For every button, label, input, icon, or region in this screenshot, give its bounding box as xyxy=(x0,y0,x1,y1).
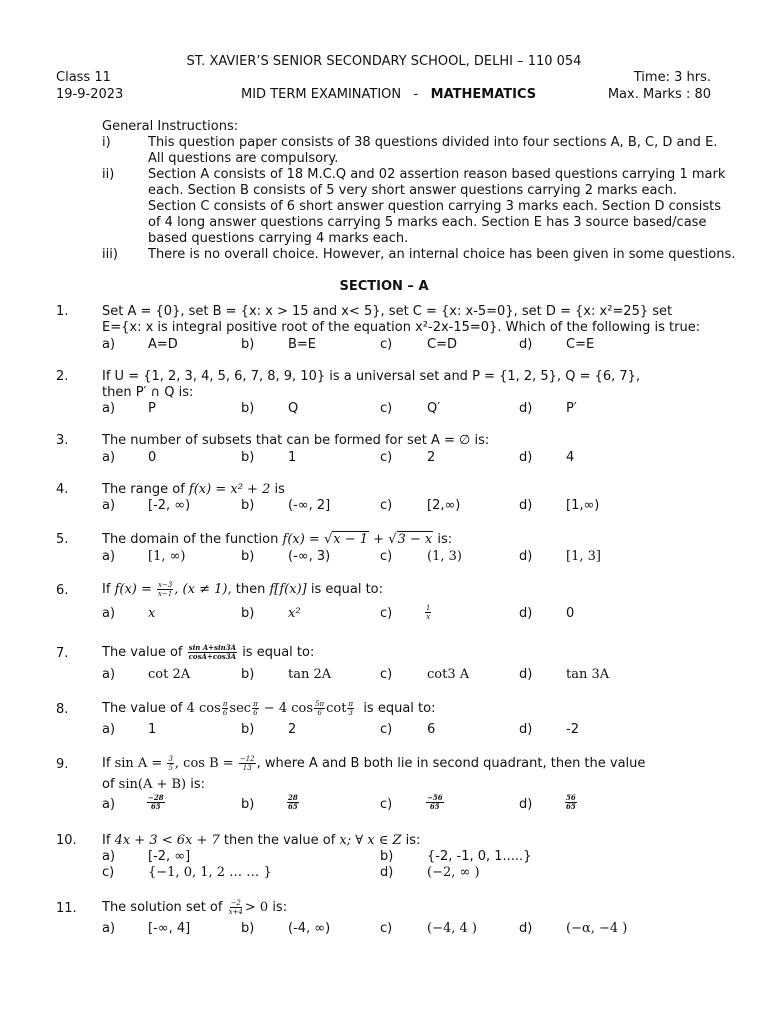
radicand: 3 − x xyxy=(397,532,433,547)
option-c: {−1, 0, 1, 2 … … } xyxy=(148,865,272,880)
fraction xyxy=(252,700,259,717)
option-b: Q xyxy=(288,401,299,416)
option-letter: c) xyxy=(380,450,393,465)
plus-sign: + xyxy=(369,532,389,547)
option-c: 6 xyxy=(427,722,436,737)
question-number: 10. xyxy=(56,833,77,848)
option-letter: c) xyxy=(380,401,393,416)
option-c: cot3 A xyxy=(427,667,470,682)
option-c: (−4, 4 ) xyxy=(427,921,477,936)
fraction-numerator: x−3 xyxy=(158,581,173,589)
instruction-line: of 4 long answer questions carrying 5 marks each. Section E has 3 source based/case xyxy=(148,215,707,230)
question-number: 8. xyxy=(56,702,69,717)
question-text-part: of xyxy=(102,777,115,792)
option-c: C=D xyxy=(427,337,457,352)
fraction xyxy=(147,794,165,811)
option-letter: a) xyxy=(102,606,116,621)
fraction-denominator: 65 xyxy=(150,802,161,811)
math-expression: , (x ≠ 1), xyxy=(174,582,232,597)
question-text-part: , where A and B both lie in second quadrant, then the value xyxy=(256,756,646,771)
fraction-denominator: 3 xyxy=(348,709,353,717)
question-text: E={x: x is integral positive root of the equation x²-2x-15=0}. Which of the following is true: xyxy=(102,320,701,335)
fraction-numerator: π xyxy=(222,700,228,708)
fraction xyxy=(287,794,299,811)
question-text xyxy=(102,532,452,547)
option-a: [-2, ∞] xyxy=(148,849,191,864)
question-number: 6. xyxy=(56,583,69,598)
option-b: {-2, -1, 0, 1.....} xyxy=(427,849,532,864)
option-b xyxy=(286,792,300,814)
option-letter: d) xyxy=(519,797,533,812)
fraction xyxy=(426,794,444,811)
fraction-numerator: π xyxy=(348,700,354,708)
instruction-line: each. Section B consists of 5 very short answer questions carrying 2 marks each. xyxy=(148,183,678,198)
instructions-title: General Instructions: xyxy=(102,119,239,134)
option-b: tan 2A xyxy=(288,667,332,682)
fraction-denominator: x+4 xyxy=(228,908,243,916)
option-letter: c) xyxy=(380,606,393,621)
question-text xyxy=(102,579,383,601)
option-letter: d) xyxy=(519,667,533,682)
option-d: (−α, −4 ) xyxy=(566,921,628,936)
option-d: 0 xyxy=(566,606,575,621)
option-letter: a) xyxy=(102,667,116,682)
option-letter: b) xyxy=(241,498,255,513)
option-b: (-∞, 3) xyxy=(288,549,331,564)
fraction xyxy=(167,755,173,772)
option-d xyxy=(564,792,578,814)
option-d: tan 3A xyxy=(566,667,610,682)
option-letter: a) xyxy=(102,849,116,864)
question-text xyxy=(102,482,285,497)
option-letter: c) xyxy=(380,797,393,812)
option-letter: c) xyxy=(380,722,393,737)
math-expression: f(x) = xyxy=(282,532,324,547)
math-expression: sec xyxy=(229,701,252,716)
math-expression: f[f(x)] xyxy=(269,582,307,597)
option-c: Q′ xyxy=(427,401,441,416)
fraction xyxy=(565,794,577,811)
math-expression: 4x + 3 < 6x + 7 xyxy=(114,833,220,848)
fraction-denominator: 65 xyxy=(566,802,576,811)
question-text xyxy=(102,642,314,664)
exam-date: 19-9-2023 xyxy=(56,87,124,102)
option-letter: b) xyxy=(241,337,255,352)
question-text-part: If xyxy=(102,756,111,771)
fraction-denominator: x−1 xyxy=(158,590,173,598)
option-letter: a) xyxy=(102,921,116,936)
fraction-denominator: 65 xyxy=(288,802,298,811)
fraction xyxy=(347,700,354,717)
fraction-denominator: x xyxy=(426,613,431,621)
question-text xyxy=(102,753,645,775)
fraction-numerator: 56 xyxy=(566,793,576,802)
option-letter: c) xyxy=(380,498,393,513)
math-expression: x; ∀ x ∈ Z xyxy=(339,833,402,848)
option-a: A=D xyxy=(148,337,178,352)
exam-name: MID TERM EXAMINATION xyxy=(241,87,402,102)
option-d: C=E xyxy=(566,337,595,352)
option-d: [1, 3] xyxy=(566,549,601,564)
question-number: 2. xyxy=(56,369,69,384)
instruction-line: based questions carrying 4 marks each. xyxy=(148,231,409,246)
fraction-denominator: 6 xyxy=(253,709,258,717)
question-text: The number of subsets that can be formed for set A = ∅ is: xyxy=(102,433,490,448)
option-letter: b) xyxy=(241,667,255,682)
instruction-line: All questions are compulsory. xyxy=(148,151,339,166)
question-text-part: The range of xyxy=(102,482,185,497)
fraction xyxy=(222,700,229,717)
math-expression: − 4 cos xyxy=(259,701,314,716)
instruction-num: iii) xyxy=(102,247,118,262)
class-label: Class 11 xyxy=(56,70,111,85)
question-text-part: The value of xyxy=(102,701,183,716)
option-b: x² xyxy=(288,606,301,621)
option-c: [2,∞) xyxy=(427,498,461,513)
instruction-line: This question paper consists of 38 questions divided into four sections A, B, C, D and E. xyxy=(148,135,718,150)
option-b: 2 xyxy=(288,722,297,737)
option-letter: c) xyxy=(102,865,115,880)
question-text-part: The solution set of xyxy=(102,900,223,915)
option-a: [-2, ∞) xyxy=(148,498,191,513)
question-number: 3. xyxy=(56,433,69,448)
option-b: 1 xyxy=(288,450,297,465)
option-c: 2 xyxy=(427,450,436,465)
school-name: ST. XAVIER’S SENIOR SECONDARY SCHOOL, DELHI – 110 054 xyxy=(186,54,582,69)
question-text xyxy=(102,698,435,720)
question-number: 4. xyxy=(56,482,69,497)
option-letter: a) xyxy=(102,450,116,465)
option-b: B=E xyxy=(288,337,317,352)
question-text-part: is: xyxy=(405,833,421,848)
question-text-part: The value of xyxy=(102,645,183,660)
option-letter: d) xyxy=(519,606,533,621)
option-letter: d) xyxy=(519,921,533,936)
option-letter: b) xyxy=(241,797,255,812)
fraction-numerator: sin A+sin3A xyxy=(188,643,237,652)
question-text-part: is: xyxy=(272,900,288,915)
option-c xyxy=(424,602,432,624)
option-letter: c) xyxy=(380,921,393,936)
fraction-numerator: −12 xyxy=(239,755,255,763)
question-text-part: then xyxy=(235,582,266,597)
option-letter: a) xyxy=(102,498,116,513)
option-a: x xyxy=(148,606,156,621)
fraction xyxy=(314,700,325,717)
fraction-numerator: −56 xyxy=(427,793,443,802)
option-letter: d) xyxy=(380,865,394,880)
question-text-part: If xyxy=(102,582,111,597)
option-a: 0 xyxy=(148,450,157,465)
option-letter: b) xyxy=(241,401,255,416)
math-expression: f(x) = x² + 2 xyxy=(188,482,271,497)
math-expression: sin A = xyxy=(114,756,163,771)
exam-subject: MATHEMATICS xyxy=(430,87,537,102)
question-text xyxy=(102,777,205,792)
option-letter: d) xyxy=(519,401,533,416)
option-letter: b) xyxy=(241,450,255,465)
option-c: (1, 3) xyxy=(427,549,462,564)
sqrt-expression: √x − 1 xyxy=(323,532,369,547)
fraction-numerator: 28 xyxy=(288,793,298,802)
option-d: -2 xyxy=(566,722,579,737)
question-text-part: is equal to: xyxy=(310,582,384,597)
option-a: 1 xyxy=(148,722,157,737)
fraction-denominator: 13 xyxy=(242,764,252,772)
option-a: [1, ∞) xyxy=(148,549,186,564)
option-letter: a) xyxy=(102,549,116,564)
question-text xyxy=(102,897,287,919)
question-text-part: is: xyxy=(190,777,206,792)
fraction-denominator: 6 xyxy=(317,709,322,717)
exam-dash: - xyxy=(413,87,419,102)
section-title: SECTION – A xyxy=(339,279,429,294)
fraction-denominator: 6 xyxy=(222,709,228,717)
option-a xyxy=(146,792,166,814)
instruction-line: Section A consists of 18 M.C.Q and 02 assertion reason based questions carrying 1 mark xyxy=(148,167,726,182)
question-text-part: The domain of the function xyxy=(102,532,279,547)
option-letter: c) xyxy=(380,667,393,682)
option-a: cot 2A xyxy=(148,667,191,682)
instruction-line: Section C consists of 6 short answer question carrying 3 marks each. Section D consists xyxy=(148,199,722,214)
math-expression: sin(A + B) xyxy=(118,777,187,792)
instruction-line: There is no overall choice. However, an internal choice has been given in some questions. xyxy=(148,247,736,262)
fraction-numerator: 1 xyxy=(426,604,431,612)
option-d: 4 xyxy=(566,450,575,465)
fraction xyxy=(425,604,431,621)
exam-title xyxy=(241,87,536,102)
math-expression: cot xyxy=(326,701,347,716)
question-text: If U = {1, 2, 3, 4, 5, 6, 7, 8, 9, 10} is a universal set and P = {1, 2, 5}, Q = {6, 7}, xyxy=(102,369,641,384)
option-letter: a) xyxy=(102,722,116,737)
option-letter: b) xyxy=(241,722,255,737)
question-text-part: is equal to: xyxy=(242,645,315,660)
fraction-numerator: −28 xyxy=(148,793,164,802)
option-letter: a) xyxy=(102,797,116,812)
option-letter: b) xyxy=(241,549,255,564)
option-letter: b) xyxy=(380,849,394,864)
question-number: 1. xyxy=(56,304,69,319)
option-letter: a) xyxy=(102,337,116,352)
fraction-denominator: cosA+cos3A xyxy=(188,652,236,661)
question-number: 7. xyxy=(56,646,69,661)
question-number: 9. xyxy=(56,757,69,772)
question-text: Set A = {0}, set B = {x: x > 15 and x< 5}, set C = {x: x-5=0}, set D = {x: x²=25} set xyxy=(102,304,673,319)
math-expression: > 0 xyxy=(244,900,269,915)
fraction-numerator: 3 xyxy=(168,755,173,763)
instruction-num: ii) xyxy=(102,167,115,182)
fraction xyxy=(157,581,173,598)
question-number: 11. xyxy=(56,901,77,916)
option-a: P xyxy=(148,401,156,416)
question-text-part: is: xyxy=(437,532,453,547)
question-text-part: If xyxy=(102,833,111,848)
option-a: [-∞, 4] xyxy=(148,921,191,936)
fraction-denominator: 65 xyxy=(429,802,440,811)
fraction-numerator: −2 xyxy=(230,899,241,907)
option-letter: c) xyxy=(380,549,393,564)
option-letter: c) xyxy=(380,337,393,352)
option-b: (-∞, 2] xyxy=(288,498,331,513)
time-label: Time: 3 hrs. xyxy=(633,70,711,85)
question-text-part: is equal to: xyxy=(363,701,436,716)
fraction xyxy=(228,899,244,916)
fraction xyxy=(188,644,237,661)
math-expression: , cos B = xyxy=(174,756,234,771)
instruction-num: i) xyxy=(102,135,111,150)
question-text xyxy=(102,833,420,848)
option-letter: d) xyxy=(519,337,533,352)
option-letter: d) xyxy=(519,722,533,737)
option-c xyxy=(425,792,445,814)
math-expression: 4 cos xyxy=(186,701,221,716)
option-letter: d) xyxy=(519,549,533,564)
fraction-denominator: 5 xyxy=(168,764,173,772)
question-number: 5. xyxy=(56,532,69,547)
question-text-part: then the value of xyxy=(223,833,336,848)
question-text-part: is xyxy=(274,482,285,497)
sqrt-expression: √3 − x xyxy=(388,532,433,547)
option-letter: b) xyxy=(241,606,255,621)
option-b: (-4, ∞) xyxy=(288,921,331,936)
option-letter: d) xyxy=(519,450,533,465)
option-d: P′ xyxy=(566,401,577,416)
option-d: (−2, ∞ ) xyxy=(427,865,480,880)
fraction xyxy=(239,755,256,772)
fraction-numerator: 5π xyxy=(315,700,325,708)
option-letter: b) xyxy=(241,921,255,936)
fraction-numerator: π xyxy=(253,700,258,708)
option-letter: a) xyxy=(102,401,116,416)
option-d: [1,∞) xyxy=(566,498,600,513)
math-expression: f(x) = xyxy=(114,582,152,597)
max-marks: Max. Marks : 80 xyxy=(607,87,711,102)
question-text: then P′ ∩ Q is: xyxy=(102,385,194,400)
radicand: x − 1 xyxy=(333,532,369,547)
option-letter: d) xyxy=(519,498,533,513)
